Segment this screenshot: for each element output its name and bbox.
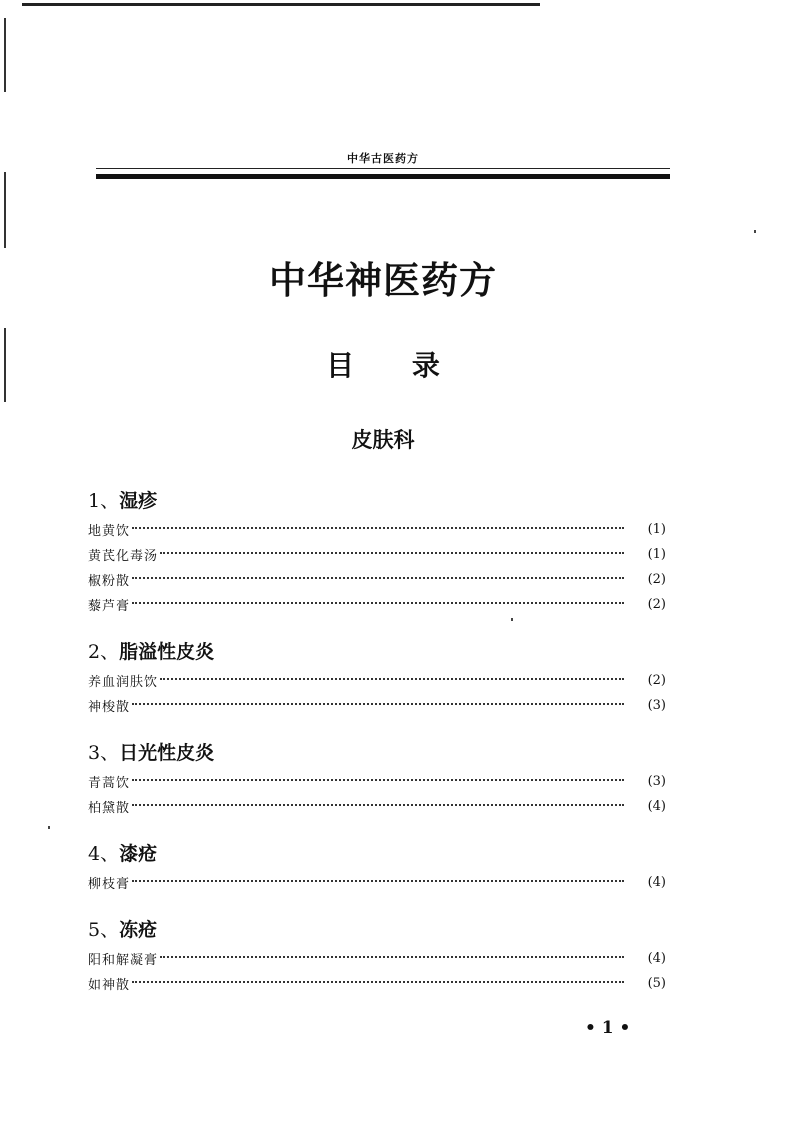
- entry-name: 黄芪化毒汤: [88, 549, 159, 564]
- table-of-contents: [88, 486, 666, 1016]
- entry-name: 地黄饮: [88, 524, 131, 539]
- toc-entry[interactable]: [88, 567, 666, 592]
- entry-name: 柏黛散: [88, 801, 131, 816]
- entry-page: (2): [647, 572, 666, 587]
- dot-leader: [160, 552, 624, 554]
- entry-name: 藜芦膏: [88, 599, 131, 614]
- running-header: 中华古医药方: [347, 152, 419, 165]
- scan-margin-mark: [4, 172, 6, 248]
- page-number: • 1 •: [585, 1018, 631, 1038]
- entry-page: (4): [647, 875, 666, 890]
- entry-name: 青蒿饮: [88, 776, 131, 791]
- scan-speck: [754, 230, 756, 233]
- dot-leader: [132, 981, 624, 983]
- entry-page: (4): [647, 951, 666, 966]
- entry-page: (3): [647, 698, 666, 713]
- entry-page: (2): [647, 673, 666, 688]
- section-number: 2、: [88, 641, 120, 663]
- toc-entry[interactable]: [88, 592, 666, 617]
- toc-section: [88, 637, 666, 718]
- entry-name: 椒粉散: [88, 574, 131, 589]
- toc-section: [88, 915, 666, 996]
- dot-leader: [132, 577, 624, 579]
- dot-leader: [132, 880, 624, 882]
- dot-leader: [132, 804, 624, 806]
- section-title-text: 冻疮: [119, 919, 158, 941]
- section-title: [88, 738, 666, 769]
- entry-name: 神梭散: [88, 700, 131, 715]
- section-title: [88, 915, 666, 946]
- entry-name: 养血润肤饮: [88, 675, 159, 690]
- dot-leader: [160, 956, 624, 958]
- header-rule-thick: [96, 174, 670, 179]
- dot-leader: [132, 779, 624, 781]
- toc-entry[interactable]: [88, 946, 666, 971]
- toc-entry[interactable]: [88, 693, 666, 718]
- section-title: [88, 839, 666, 870]
- toc-entry[interactable]: [88, 870, 666, 895]
- section-title: [88, 486, 666, 517]
- section-title-text: 漆疮: [119, 843, 158, 865]
- dot-leader: [160, 678, 624, 680]
- section-number: 1、: [88, 490, 120, 512]
- scan-edge-line: [22, 3, 540, 6]
- toc-entry[interactable]: [88, 542, 666, 567]
- scan-margin-mark: [4, 18, 6, 92]
- section-title: [88, 637, 666, 668]
- toc-entry[interactable]: [88, 769, 666, 794]
- section-number: 4、: [88, 843, 120, 865]
- entry-page: (1): [647, 522, 666, 537]
- section-number: 3、: [88, 742, 120, 764]
- toc-entry[interactable]: [88, 971, 666, 996]
- dot-leader: [132, 527, 624, 529]
- toc-section: [88, 486, 666, 617]
- toc-section: [88, 839, 666, 895]
- header-rule-thin: [96, 168, 670, 169]
- section-title-text: 脂溢性皮炎: [119, 641, 215, 663]
- entry-page: (3): [647, 774, 666, 789]
- toc-entry[interactable]: [88, 794, 666, 819]
- scan-speck: [48, 826, 50, 829]
- section-title-text: 湿疹: [119, 490, 158, 512]
- dot-leader: [132, 602, 624, 604]
- scan-margin-mark: [4, 328, 6, 402]
- toc-entry[interactable]: [88, 668, 666, 693]
- book-title: 中华神医药方: [269, 259, 497, 302]
- entry-name: 阳和解凝膏: [88, 953, 159, 968]
- department-heading: 皮肤科: [351, 428, 415, 452]
- entry-name: 如神散: [88, 978, 131, 993]
- dot-leader: [132, 703, 624, 705]
- toc-heading: 目 录: [326, 349, 440, 382]
- entry-page: (4): [647, 799, 666, 814]
- toc-entry[interactable]: [88, 517, 666, 542]
- section-title-text: 日光性皮炎: [119, 742, 215, 764]
- toc-section: [88, 738, 666, 819]
- section-number: 5、: [88, 919, 120, 941]
- entry-page: (1): [647, 547, 666, 562]
- entry-name: 柳枝膏: [88, 877, 131, 892]
- entry-page: (5): [647, 976, 666, 991]
- entry-page: (2): [647, 597, 666, 612]
